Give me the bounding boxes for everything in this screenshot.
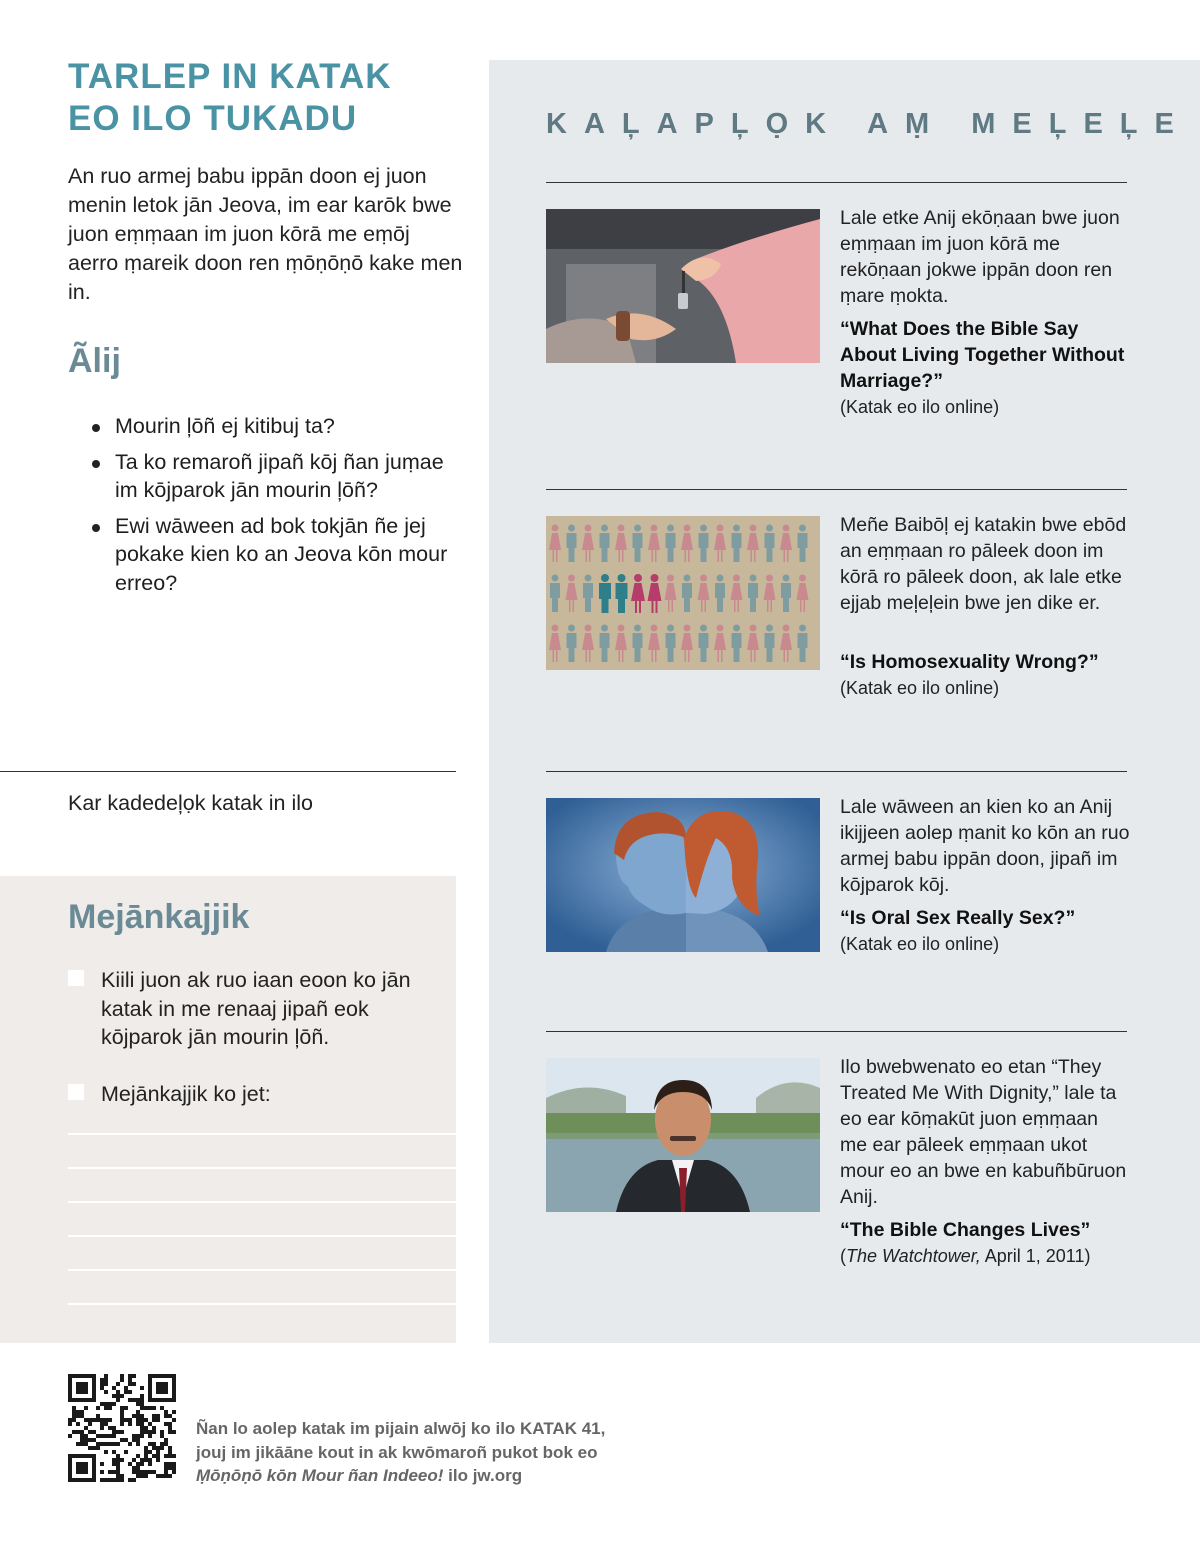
- resource-title[interactable]: “What Does the Bible Say About Living Together Without Marriage?”: [840, 318, 1125, 392]
- goal-checkbox[interactable]: [68, 970, 84, 986]
- goals-heading: Mejānkajjik: [68, 898, 250, 936]
- summary-text: An ruo armej babu ippān doon ej juon menin letok jān Jeova, im ear karōk bwe juon eṃṃaan im juon kōrā me eṃōj aerro ṃareik doon ren ṃōṇōṇō kake men in.: [68, 164, 463, 304]
- goal-checkbox[interactable]: [68, 1084, 84, 1100]
- footer-line: Ñan lo aolep katak im pijain alwōj ko ilo KATAK 41,: [196, 1419, 606, 1438]
- divider: [546, 1031, 1127, 1032]
- writing-line[interactable]: [68, 1201, 456, 1203]
- resource-title[interactable]: “Is Oral Sex Really Sex?”: [840, 907, 1076, 929]
- resource-description: Lale etke Anij ekōṇaan bwe juon eṃṃaan im juon kōrā me rekōṇaan jokwe ippān doon ren ṃare ṃokta.: [840, 207, 1120, 307]
- divider: [546, 489, 1127, 490]
- question-text: Ewi wāween ad bok tokjān ñe jej pokake kien ko an Jeova kōn mour erreo?: [115, 513, 448, 595]
- question-text: Mourin ļōñ ej kitibuj ta?: [115, 414, 335, 438]
- source-date: April 1, 2011): [980, 1246, 1091, 1266]
- bullet-icon: [92, 460, 100, 468]
- goals-panel: [0, 876, 456, 1343]
- review-title-line: TARLEP IN KATAK: [68, 57, 392, 96]
- highlighted-figure: [630, 572, 646, 616]
- writing-line[interactable]: [68, 1133, 456, 1135]
- discussed-label: Kar kadedeļọk katak in ilo: [68, 791, 314, 815]
- question-item: [92, 512, 452, 598]
- resource-description: Meñe Baibōļ ej katakin bwe ebōd an eṃṃaan ro pāleek doon im kōrā ro pāleek doon, ak lale etke ejjab meļeļein bwe jen dike er.: [840, 514, 1127, 614]
- writing-line[interactable]: [68, 1235, 456, 1237]
- qr-code[interactable]: [68, 1374, 176, 1482]
- questions-list: [92, 412, 452, 604]
- explore-heading: KAĻAPĻỌK AṂ MEĻEĻE: [546, 108, 1191, 140]
- footer-site: ilo jw.org: [443, 1466, 523, 1485]
- goal-item: [68, 966, 438, 1052]
- resource-title[interactable]: “The Bible Changes Lives”: [840, 1219, 1091, 1241]
- question-item: [92, 448, 452, 505]
- review-title-line: EO ILO TUKADU: [68, 99, 358, 138]
- resource-source: (Katak eo ilo online): [840, 397, 1000, 417]
- resource-source: (Katak eo ilo online): [840, 678, 1000, 698]
- resource-source: (Katak eo ilo online): [840, 934, 1000, 954]
- highlighted-figure: [647, 572, 663, 616]
- footer-line: jouj im jikāāne kout in ak kwōmaroñ pukot bok eo: [196, 1442, 598, 1462]
- bullet-icon: [92, 524, 100, 532]
- question-item: [92, 412, 452, 441]
- resource-description: Ilo bwebwenato eo etan “They Treated Me With Dignity,” lale ta eo ear kōṃakūt juon eṃṃaan me ear pāleek eṃṃaan ukot mour eo an bwe en kabuñbūruon Anij.: [840, 1056, 1127, 1208]
- divider: [546, 182, 1127, 183]
- questions-heading: Ãlij: [68, 342, 121, 380]
- people-figures-illustration: [546, 516, 820, 670]
- divider: [546, 771, 1127, 772]
- resource-description: Lale wāween an kien ko an Anij ikijjeen aolep ṃanit ko kōn an ruo armej babu ippān doon, jipañ im kōjparok kōj.: [840, 796, 1130, 896]
- footer-line: [196, 1464, 676, 1488]
- book-title: Ṃōṇōṇō kōn Mour ñan Indeeo!: [196, 1466, 444, 1485]
- review-title: [68, 56, 468, 140]
- resource-source: [840, 1244, 1140, 1268]
- source-paren: (: [840, 1246, 846, 1266]
- highlighted-figure: [597, 572, 613, 616]
- goal-text: Mejānkajjik ko jet:: [101, 1082, 271, 1106]
- hand-giving-keys-photo: [546, 209, 820, 363]
- resource-title[interactable]: “Is Homosexuality Wrong?”: [840, 651, 1099, 673]
- writing-line[interactable]: [68, 1303, 456, 1305]
- bullet-icon: [92, 424, 100, 432]
- goal-item: [68, 1080, 438, 1109]
- divider: [0, 771, 456, 772]
- footer-text: [196, 1417, 676, 1488]
- man-portrait-photo: [546, 1058, 820, 1212]
- couple-back-to-back-illustration: [546, 798, 820, 952]
- writing-line[interactable]: [68, 1269, 456, 1271]
- goal-text: Kiili juon ak ruo iaan eoon ko jān katak in me renaaj jipañ eok kōjparok jān mourin ļōñ.: [101, 968, 411, 1049]
- writing-line[interactable]: [68, 1167, 456, 1169]
- question-text: Ta ko remaroñ jipañ kōj ñan juṃae im kōjparok jān mourin ļōñ?: [115, 449, 444, 502]
- source-publication: The Watchtower,: [846, 1246, 981, 1266]
- highlighted-figure: [614, 572, 630, 616]
